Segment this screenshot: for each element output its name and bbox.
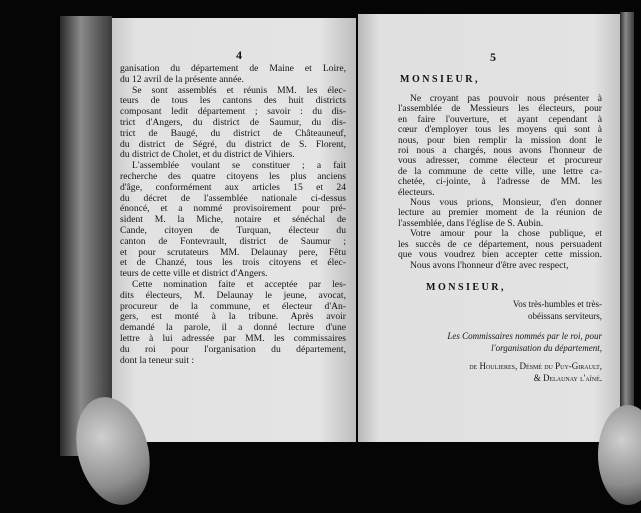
- text-line: Cette nomination faite et acceptée par les-: [132, 278, 346, 290]
- text-line: l'assemblée de Messieurs les électeurs, pour: [398, 103, 602, 115]
- text-line: procureur de la commune, et électeur d'An-: [120, 300, 346, 312]
- text-line: l'assemblée, dans l'église de S. Aubin.: [398, 217, 544, 229]
- text-line: teurs de cette ville et district d'Angers.: [120, 268, 268, 280]
- text-line: cœur d'employer tous les moyens qui sont à: [398, 124, 602, 136]
- closing-line: obéissans serviteurs,: [528, 311, 602, 321]
- text-line: Se sont assemblés et réunis MM. les élec-: [132, 84, 346, 96]
- text-line: dont la teneur suit :: [120, 354, 195, 366]
- signatories: [408, 360, 602, 384]
- text-line: gers, est monté à la tribune. Après avoir: [120, 311, 346, 323]
- text-line: nous, pour bien remplir la mission dont le: [398, 134, 602, 146]
- signature-title-line: Les Commissaires nommés par le roi, pour: [447, 331, 602, 341]
- text-line: teurs de tous les cantons des huit districts: [120, 95, 346, 107]
- text-line: et de Chanzé, tous les trois citoyens et élec-: [120, 257, 346, 269]
- left-page: [112, 18, 356, 442]
- text-line: Cande, citoyen de Turquan, électeur du: [120, 224, 346, 236]
- text-line: électeurs.: [398, 186, 435, 198]
- text-line: énoncé, et a nommé provisoirement pour pré-: [120, 203, 346, 215]
- text-line: L'assemblée voulant se constituer ; a fait: [132, 160, 346, 172]
- text-line: trict de Baugé, du district de Châteauneuf,: [120, 127, 346, 139]
- page-number: 5: [490, 50, 496, 64]
- text-line: recherche des quatre citoyens les plus anciens: [120, 170, 346, 182]
- book-page-edges-right: [620, 12, 634, 452]
- text-line: et pour scrutateurs MM. Delaunay pere, Fêtu: [120, 246, 346, 258]
- text-line: canton de Fontevrault, district de Saumur ;: [120, 235, 346, 247]
- text-line: de la commune de cette ville, une lettre ca-: [398, 165, 602, 177]
- text-line: que vous voudrez bien accepter cette mission.: [398, 249, 602, 261]
- text-line: trict d'Angers, du district de Saumur, du dis-: [120, 116, 346, 128]
- text-line: les succès de ce département, nous persuadent: [398, 238, 602, 250]
- book-page-edges-left: [60, 16, 112, 456]
- text-line: lecture au premier moment de la réunion de: [398, 207, 602, 219]
- text-line: chetée, ci-jointe, à l'adresse de MM. les: [398, 176, 602, 188]
- signatory-line: de Houlieres, Désmé du Puy-Girault,: [469, 361, 602, 371]
- left-page-text: [120, 64, 346, 366]
- text-line: du district de Ségré, du district de S. Florent,: [120, 138, 346, 150]
- right-page-text: [398, 94, 602, 271]
- text-line: roi nous a chargés, nous avons l'honneur de: [398, 145, 602, 157]
- text-line: du roi pour l'organisation du département,: [120, 343, 346, 355]
- text-line: composant ledit département ; savoir : du dis-: [120, 106, 346, 118]
- text-line: ganisation du département de Maine et Loire,: [120, 63, 346, 74]
- text-line: lettre à lui adressée par MM. les commissaires: [120, 332, 346, 344]
- text-line: du décret de l'assemblée nationale ci-dessus: [120, 192, 346, 204]
- text-line: vous adresser, comme électeur et procureur: [398, 155, 602, 167]
- salutation: MONSIEUR,: [400, 74, 481, 85]
- text-line: Nous vous prions, Monsieur, d'en donner: [410, 197, 602, 209]
- text-line: en faire l'ouverture, et ayant cependant à: [398, 113, 602, 125]
- signature-title-line: l'organisation du département,: [491, 343, 602, 353]
- text-line: Nous avons l'honneur d'être avec respect,: [410, 259, 569, 271]
- text-line: sident M. la Miche, notaire et sénéchal de: [120, 214, 346, 226]
- text-line: d'âge, conformément aux articles 15 et 24: [120, 181, 346, 193]
- signatory-line: & Delaunay l'aîné.: [533, 373, 602, 383]
- text-line: Ne croyant pas pouvoir nous présenter à: [410, 93, 602, 104]
- text-line: demandé la parole, il a donné lecture d'une: [120, 322, 346, 334]
- closing: [488, 298, 602, 322]
- closing-salutation: MONSIEUR,: [426, 282, 507, 293]
- text-line: du district de Cholet, et du district de Vihiers.: [120, 149, 295, 161]
- signature-title: [408, 330, 602, 354]
- right-page: [358, 14, 620, 442]
- text-line: Votre amour pour la chose publique, et: [410, 228, 602, 240]
- closing-line: Vos très-humbles et très-: [512, 299, 602, 309]
- text-line: du 12 avril de la présente année.: [120, 73, 244, 85]
- page-number: 4: [236, 48, 242, 62]
- text-line: dits électeurs, M. Delaunay le jeune, avocat,: [120, 289, 346, 301]
